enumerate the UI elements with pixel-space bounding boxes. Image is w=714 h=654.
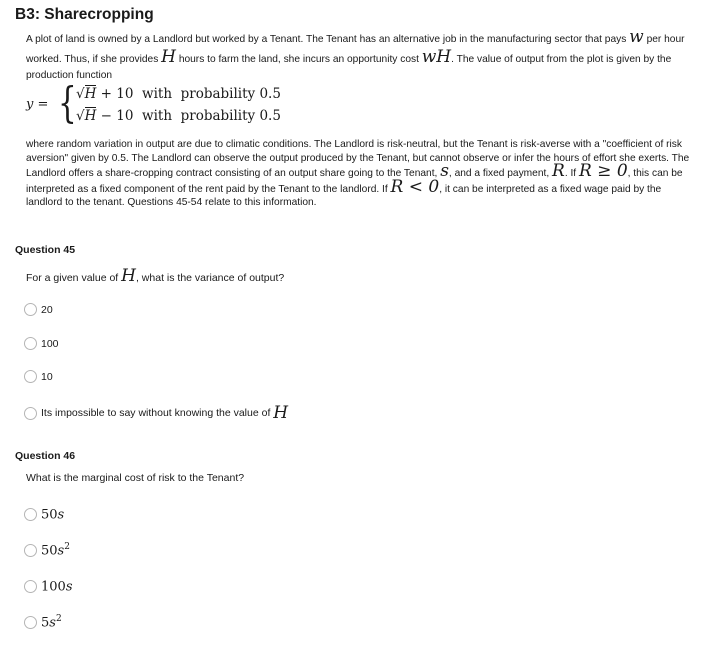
radio-button[interactable] [24,337,37,350]
section-title: B3: Sharecropping [15,6,154,23]
question-45-text: For a given value of H, what is the variance of output? [26,266,285,286]
option-label: 20 [41,303,53,316]
pf-case-1: √H + 10 with probability 0.5 [76,86,281,102]
question-45-title: Question 45 [15,244,76,256]
var-H: H [161,46,176,67]
pf-case-2: √H − 10 with probability 0.5 [76,108,281,124]
pf-lhs: y = [26,97,49,112]
radio-button[interactable] [24,508,37,521]
question-46-title: Question 46 [15,450,76,462]
q46-option-2[interactable] [24,542,70,558]
option-label: 100 [41,337,59,350]
option-label: 10 [41,370,53,383]
q46-option-4[interactable] [24,614,62,630]
var-s: s [440,161,449,181]
option-label: 100s [41,579,73,595]
q45-option-4[interactable] [24,403,288,423]
production-function [26,78,326,130]
option-label: $5s^2$ [41,614,62,631]
context-paragraph: where random variation in output are due to climatic conditions. The Landlord is risk-neutral, but the Tenant is risk-averse with a "coefficient of risk aversion" given by 0.5. The Landlord can observe the output produced by the Tenant, but cannot observe or infer the hours of effort she exerts. The Landlord offers a share-cropping contract consisting of an output share going to the Tenant, s, and a fixed payment, R. If R ≥ 0, this can be interpreted as a fixed component of the rent paid by the Tenant to the landlord. If R < 0, it can be interpreted as a fixed wage paid by the landlord to the tenant. Questions 45-54 relate to this information. [26,139,690,208]
var-H: H [273,403,289,423]
radio-button[interactable] [24,407,37,420]
option-label: $50s^2$ [41,542,70,559]
var-w: w [629,27,644,47]
q45-option-2[interactable] [24,337,59,350]
radio-button[interactable] [24,303,37,316]
question-46-text: What is the marginal cost of risk to the Tenant? [26,472,245,484]
option-label: 50s [41,507,65,523]
q45-option-3[interactable] [24,370,53,383]
option-label: Its impossible to say without knowing the value of [41,407,271,419]
radio-button[interactable] [24,544,37,557]
q45-option-1[interactable] [24,303,53,316]
radio-button[interactable] [24,580,37,593]
var-R: R [552,161,565,181]
intro-paragraph: A plot of land is owned by a Landlord but worked by a Tenant. The Tenant has an alternative job in the manufacturing sector that pays w per hour worked. Thus, if she provides H hours to farm the land, she incurs an opportunity cost wH. The value of output from the plot is given by the production function [26,27,685,81]
pf-brace: { [58,78,77,127]
radio-button[interactable] [24,370,37,383]
cond-R-lt-0: R < 0 [390,176,440,197]
cond-R-ge-0: R ≥ 0 [578,161,628,181]
radio-button[interactable] [24,616,37,629]
var-wH: wH [421,46,452,67]
q46-option-3[interactable] [24,578,73,594]
q46-option-1[interactable] [24,506,64,522]
